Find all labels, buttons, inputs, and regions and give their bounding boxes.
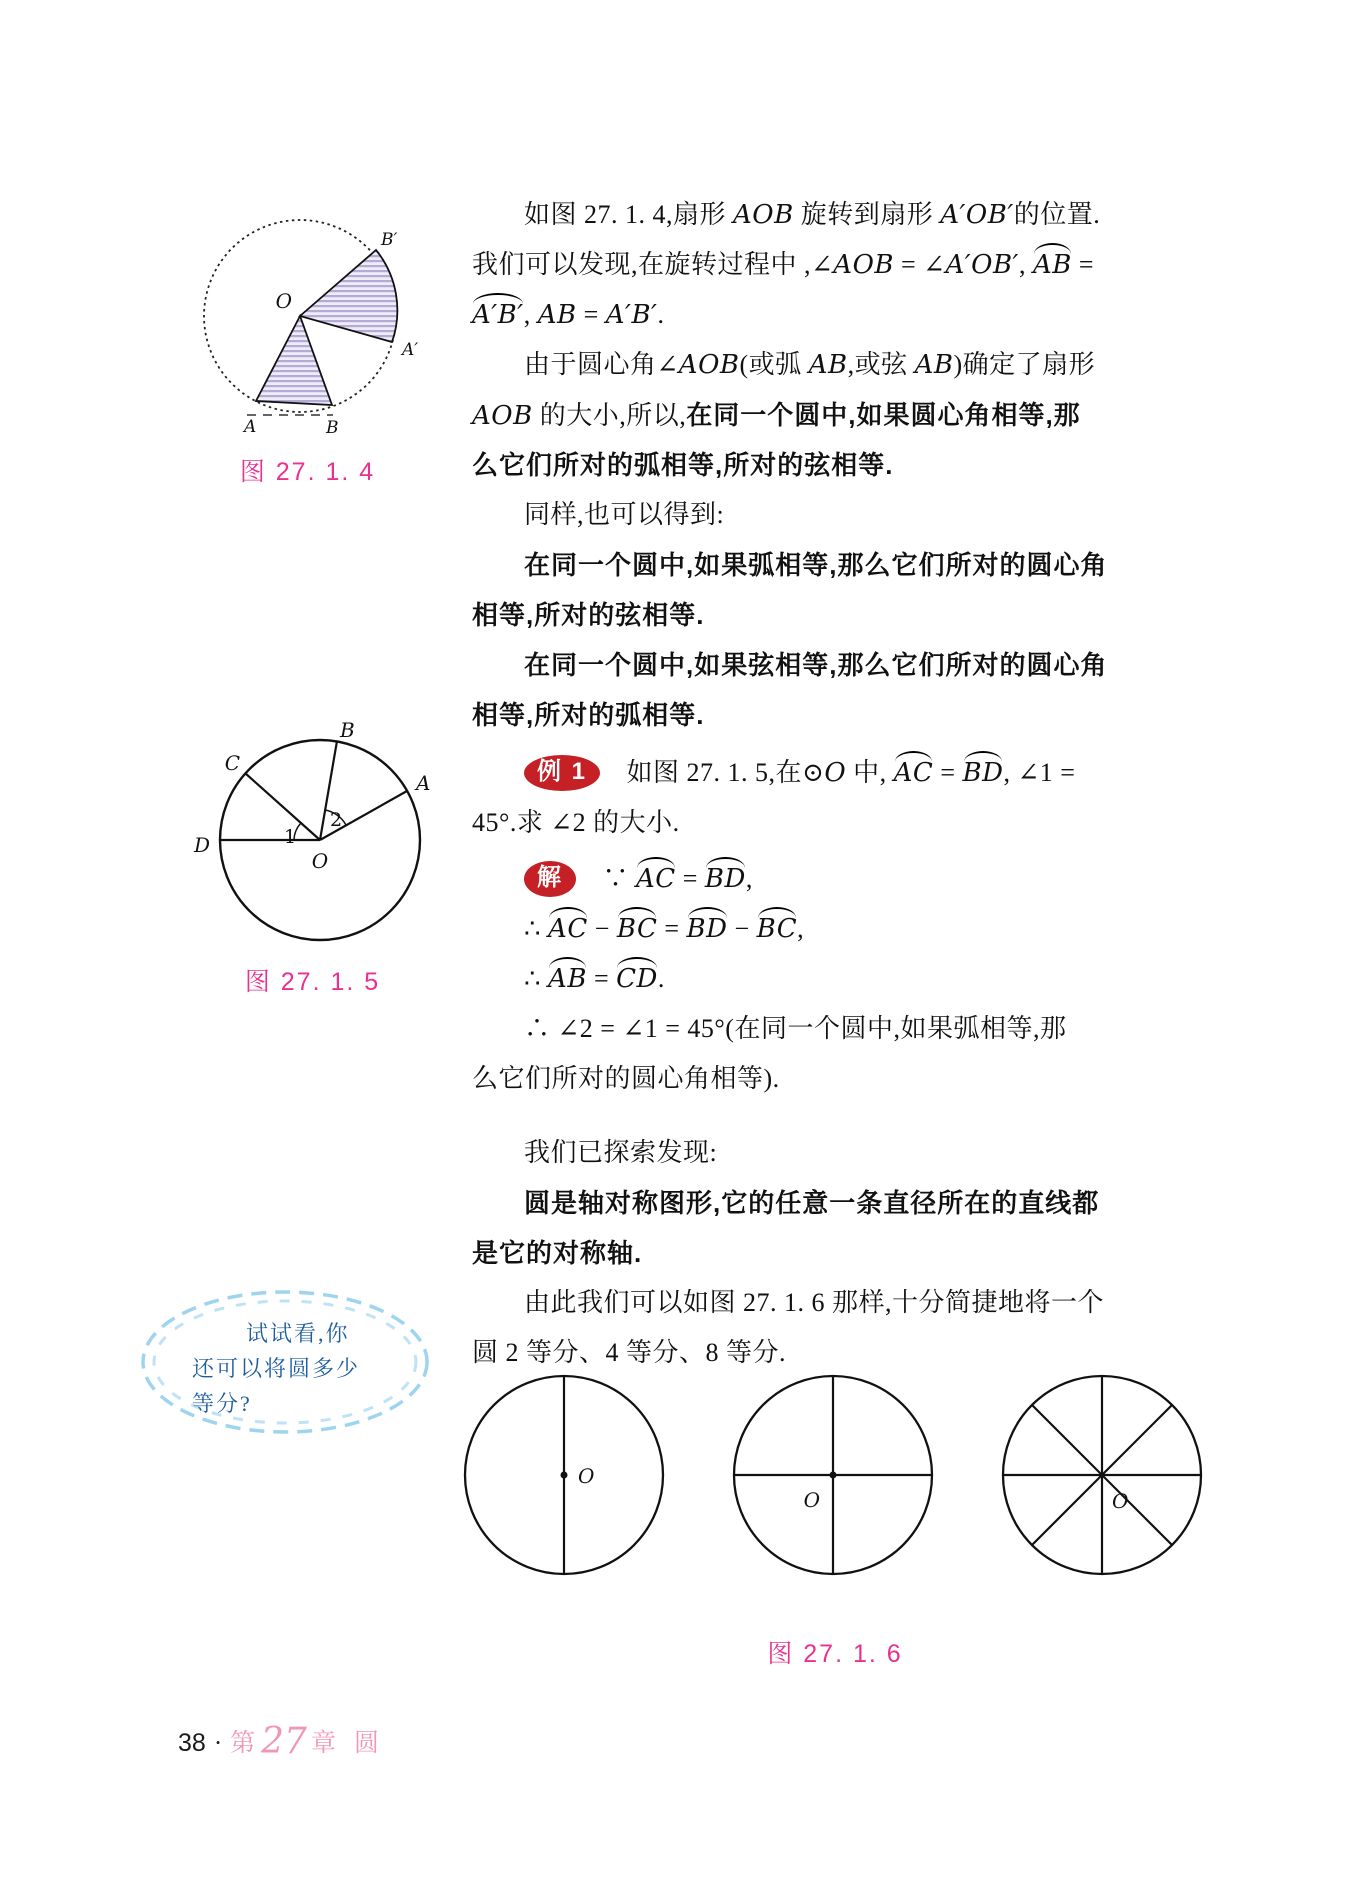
text-segment: 我们已探索发现: (524, 1138, 718, 1167)
text-segment: 45°.求 ∠2 的大小. (472, 808, 680, 837)
text-segment: = (576, 300, 606, 329)
text-line (472, 854, 1132, 904)
text-segment: AB (808, 350, 848, 380)
label-C: C (224, 751, 240, 775)
text-segment: 中, (846, 758, 894, 787)
example-badge: 解 (524, 861, 576, 897)
text-line (472, 1278, 1132, 1328)
text-segment: )确定了扇形 (953, 350, 1096, 379)
label-D: D (193, 833, 210, 857)
text-segment: . (657, 964, 665, 993)
text-line (472, 690, 1132, 740)
sector-ApOBp (300, 250, 397, 342)
label-A: A (244, 417, 257, 437)
text-line (472, 904, 1132, 954)
sector-AOB (256, 316, 332, 405)
footer-separator: · (213, 1730, 223, 1757)
text-segment: 的大小,所以, (532, 401, 687, 430)
circle-4-parts (734, 1376, 932, 1574)
text-segment: , (1018, 250, 1033, 279)
text-segment: , (745, 864, 753, 893)
text-segment: 相等,所对的弧相等. (472, 700, 705, 730)
text-segment: BC (616, 914, 658, 944)
text-segment: CD (616, 964, 658, 994)
page-footer (178, 1722, 381, 1762)
text-segment: A′B′ (472, 300, 524, 330)
text-segment: ,或弦 (847, 350, 915, 379)
bubble-line: 还可以将圆多少 (192, 1356, 361, 1381)
text-line (472, 1004, 1132, 1054)
text-line (472, 1178, 1132, 1228)
text-line (472, 290, 1132, 340)
chapter-prefix: 第 (230, 1729, 258, 1757)
label-B-prime: B′ (381, 230, 398, 250)
text-segment: ∴ ∠2 = ∠1 = 45°(在同一个圆中,如果弧相等,那 (524, 1014, 1067, 1043)
text-segment: , ∠1 = (1003, 758, 1076, 787)
label-O: O (311, 849, 329, 873)
text-segment: AB (537, 300, 577, 330)
text-segment: , (797, 914, 805, 943)
text-segment: AC (636, 864, 676, 894)
label-O: O (275, 289, 292, 313)
text-segment: A′OB′ (945, 250, 1019, 280)
text-line (472, 440, 1132, 490)
label-A-prime: A′ (402, 340, 419, 360)
text-segment: 在同一个圆中,如果圆心角相等,那 (686, 400, 1081, 430)
text-segment: 相等,所对的弦相等. (472, 600, 705, 630)
radius-OC (245, 773, 320, 840)
text-segment: (或弧 (739, 350, 809, 379)
thought-bubble-text (192, 1316, 422, 1421)
figure-27-1-5-caption: 图 27. 1. 5 (244, 968, 381, 996)
figure-27-1-6-equal-division-circles (450, 1360, 1220, 1585)
text-segment: 由于圆心角∠ (524, 350, 679, 379)
text-segment: 同样,也可以得到: (524, 500, 725, 529)
text-segment: ∴ (524, 964, 549, 993)
text-line (472, 540, 1132, 590)
figure-27-1-5-angle-diagram (185, 715, 440, 960)
chapter-number: 27 (261, 1721, 307, 1762)
text-segment: = ∠ (894, 250, 946, 279)
text-segment: 我们可以发现,在旋转过程中 ,∠ (472, 250, 834, 279)
text-segment: ∵ (576, 864, 637, 893)
text-segment: = (933, 758, 963, 787)
label-B: B (340, 718, 355, 742)
label-angle-1: 1 (284, 826, 297, 848)
text-segment: AOB (833, 250, 894, 280)
text-segment: , (523, 300, 538, 329)
text-segment: 么它们所对的弧相等,所对的弦相等. (472, 450, 894, 480)
text-segment: A′B′ (605, 300, 658, 330)
text-segment: BD (962, 758, 1004, 788)
example-badge: 例 1 (524, 755, 600, 791)
text-segment: 在同一个圆中,如果弦相等,那么它们所对的圆心角 (524, 650, 1108, 680)
text-segment: O (824, 758, 847, 788)
text-line (472, 490, 1132, 540)
text-segment: 旋转到扇形 (793, 200, 941, 229)
text-segment: 圆 2 等分、4 等分、8 等分. (472, 1338, 787, 1367)
text-segment: AOB (678, 350, 740, 380)
text-line (472, 340, 1132, 390)
text-segment: 圆是轴对称图形,它的任意一条直径所在的直线都 (524, 1188, 1100, 1218)
text-segment: AB (914, 350, 954, 380)
text-segment: − (587, 914, 617, 943)
text-line (472, 240, 1132, 290)
text-segment: 是它的对称轴. (472, 1238, 643, 1268)
text-segment: 的位置. (1013, 200, 1101, 229)
label-B: B (326, 418, 339, 438)
text-segment: 么它们所对的圆心角相等). (472, 1064, 780, 1093)
text-segment: AOB (472, 401, 533, 431)
text-segment: 在同一个圆中,如果弧相等,那么它们所对的圆心角 (524, 550, 1108, 580)
label-O-2: O (803, 1488, 820, 1512)
figure-27-1-4-rotated-sector-diagram (175, 195, 440, 445)
text-segment: 如图 27. 1. 5,在⊙ (600, 758, 825, 787)
figure-27-1-6-caption: 图 27. 1. 6 (767, 1640, 903, 1668)
text-segment: 由此我们可以如图 27. 1. 6 那样,十分简捷地将一个 (524, 1288, 1105, 1317)
label-O-3: O (1112, 1489, 1129, 1513)
text-line (472, 390, 1132, 440)
text-segment: . (657, 300, 665, 329)
text-segment: BD (704, 864, 746, 894)
text-segment: 如图 27. 1. 4,扇形 (524, 200, 734, 229)
text-line (472, 640, 1132, 690)
text-line (472, 1054, 1132, 1104)
page-number: 38 (178, 1729, 206, 1757)
text-segment: = (675, 864, 705, 893)
bubble-line: 试试看,你 (246, 1321, 350, 1346)
bubble-line: 等分? (192, 1391, 252, 1416)
text-line (472, 748, 1132, 798)
text-segment: AB (548, 964, 587, 994)
text-line (472, 190, 1132, 240)
text-segment: = (657, 914, 687, 943)
text-segment: AC (548, 914, 588, 944)
text-segment: AOB (733, 200, 794, 230)
text-line (472, 798, 1132, 848)
chapter-title: 圆 (353, 1729, 381, 1757)
text-segment: ∴ (524, 914, 549, 943)
circle-8-parts (1003, 1376, 1201, 1574)
text-segment: BC (756, 914, 798, 944)
figure-27-1-4-caption: 图 27. 1. 4 (239, 458, 376, 486)
label-angle-2: 2 (330, 809, 343, 831)
text-segment: = (1071, 250, 1095, 279)
body-text-column (472, 190, 1132, 1378)
text-segment: AC (893, 758, 934, 788)
text-line (472, 1128, 1132, 1178)
text-line (472, 590, 1132, 640)
text-segment: BD (686, 914, 728, 944)
circle-2-parts (465, 1376, 663, 1574)
chapter-suffix: 章 (310, 1729, 338, 1757)
text-line (472, 1228, 1132, 1278)
text-line (472, 954, 1132, 1004)
text-segment: − (727, 914, 757, 943)
text-segment: = (586, 964, 617, 993)
text-segment: A′OB′ (940, 200, 1014, 230)
label-A: A (416, 771, 431, 795)
label-O-1: O (578, 1464, 595, 1488)
text-segment: AB (1032, 250, 1072, 280)
